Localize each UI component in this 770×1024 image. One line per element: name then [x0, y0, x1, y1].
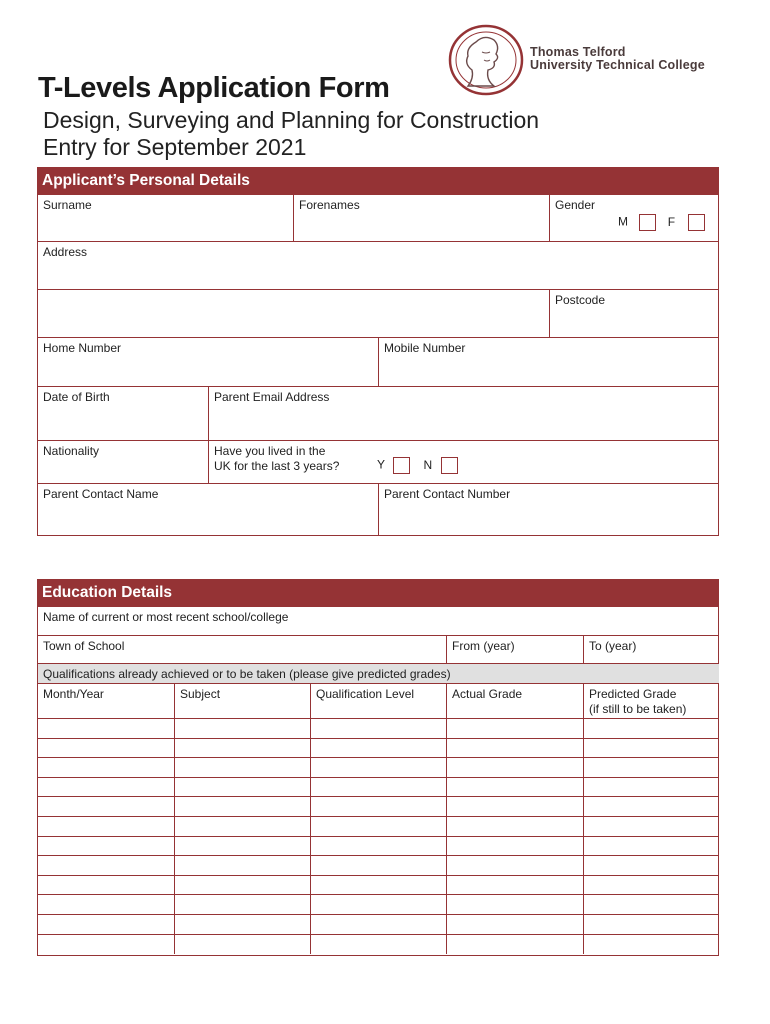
qualification-cell[interactable] — [310, 758, 446, 778]
qualification-cell[interactable] — [38, 856, 174, 876]
qualification-cell[interactable] — [583, 876, 719, 896]
gender-options — [618, 214, 705, 231]
from-year-field[interactable] — [446, 635, 583, 663]
qualification-cell[interactable] — [583, 935, 719, 955]
education-details-table — [37, 606, 719, 956]
qualification-cell[interactable] — [310, 837, 446, 857]
qualification-row — [38, 718, 719, 739]
qualification-cell[interactable] — [446, 935, 583, 955]
gender-f-checkbox[interactable] — [688, 214, 705, 231]
qualification-row — [38, 934, 719, 955]
postcode-field[interactable] — [549, 289, 719, 337]
lived-uk-question-1: Have you lived in the — [214, 444, 326, 458]
qualification-row — [38, 796, 719, 817]
qualification-cell[interactable] — [38, 895, 174, 915]
qualification-row — [38, 757, 719, 778]
parent-contact-name-field[interactable] — [38, 483, 378, 536]
gender-m-checkbox[interactable] — [639, 214, 656, 231]
dob-field[interactable] — [38, 386, 208, 440]
col-actual-grade: Actual Grade — [446, 683, 583, 718]
qualification-cell[interactable] — [583, 817, 719, 837]
postcode-label: Postcode — [555, 293, 606, 307]
qualification-cell[interactable] — [38, 758, 174, 778]
qualification-cell[interactable] — [583, 739, 719, 759]
lived-uk-no-label: N — [423, 457, 433, 472]
qualification-cell[interactable] — [38, 797, 174, 817]
lived-uk-options — [377, 457, 458, 474]
qualification-cell[interactable] — [583, 856, 719, 876]
qualification-cell[interactable] — [38, 935, 174, 955]
nationality-label: Nationality — [43, 444, 100, 458]
page-subtitle — [43, 107, 539, 161]
qualification-cell[interactable] — [583, 758, 719, 778]
personal-details-table — [37, 194, 719, 536]
qualification-row — [38, 894, 719, 915]
qualification-cell[interactable] — [446, 719, 583, 739]
qualification-cell[interactable] — [174, 915, 310, 935]
lived-uk-no-checkbox[interactable] — [441, 457, 458, 474]
qualification-cell[interactable] — [446, 778, 583, 798]
qualification-cell[interactable] — [583, 719, 719, 739]
qualification-cell[interactable] — [310, 797, 446, 817]
qualification-cell[interactable] — [310, 935, 446, 955]
qualification-cell[interactable] — [446, 856, 583, 876]
col-qualification-level: Qualification Level — [310, 683, 446, 718]
qualification-row — [38, 914, 719, 935]
qualification-cell[interactable] — [174, 837, 310, 857]
qualification-cell[interactable] — [310, 739, 446, 759]
surname-field[interactable] — [38, 195, 293, 241]
qualification-cell[interactable] — [583, 797, 719, 817]
qualification-cell[interactable] — [583, 837, 719, 857]
qualification-row — [38, 875, 719, 896]
school-name-label: Name of current or most recent school/college — [43, 610, 289, 624]
qualification-cell[interactable] — [310, 817, 446, 837]
gender-label: Gender — [555, 198, 596, 212]
lived-uk-yes-checkbox[interactable] — [393, 457, 410, 474]
qualification-cell[interactable] — [310, 876, 446, 896]
dob-label: Date of Birth — [43, 390, 110, 404]
qualification-row — [38, 836, 719, 857]
qualification-cell[interactable] — [446, 895, 583, 915]
education-details-heading: Education Details — [37, 579, 719, 607]
qualification-cell[interactable] — [310, 719, 446, 739]
address-field[interactable] — [38, 241, 719, 289]
qualification-cell[interactable] — [446, 758, 583, 778]
gender-m-label: M — [618, 214, 628, 229]
qualification-cell[interactable] — [310, 895, 446, 915]
mobile-number-label: Mobile Number — [384, 341, 466, 355]
parent-contact-number-field[interactable] — [378, 483, 719, 536]
lived-uk-yes-label: Y — [377, 457, 385, 472]
from-year-label: From (year) — [452, 639, 515, 653]
town-of-school-field[interactable] — [38, 635, 446, 663]
personal-details-heading: Applicant’s Personal Details — [37, 167, 719, 195]
qualification-row — [38, 777, 719, 798]
col-predicted-grade-note: (if still to be taken) — [589, 702, 687, 716]
qualification-cell[interactable] — [583, 778, 719, 798]
qualification-cell[interactable] — [174, 797, 310, 817]
qualification-cell[interactable] — [38, 739, 174, 759]
qualification-cell[interactable] — [38, 778, 174, 798]
qualification-cell[interactable] — [174, 758, 310, 778]
town-of-school-label: Town of School — [43, 639, 125, 653]
logo-line-2: University Technical College — [530, 58, 705, 72]
nationality-field[interactable] — [38, 440, 208, 483]
qualification-row — [38, 816, 719, 837]
qualification-cell[interactable] — [446, 797, 583, 817]
qualification-row — [38, 855, 719, 876]
logo-text — [530, 46, 705, 72]
qualification-cell[interactable] — [38, 876, 174, 896]
col-month-year: Month/Year — [38, 683, 174, 718]
parent-contact-number-label: Parent Contact Number — [384, 487, 511, 501]
gender-field — [549, 195, 719, 241]
qualification-cell[interactable] — [310, 778, 446, 798]
qualification-cell[interactable] — [446, 915, 583, 935]
qualification-cell[interactable] — [38, 817, 174, 837]
subtitle-course: Design, Surveying and Planning for Construction — [43, 107, 540, 133]
qualification-cell[interactable] — [174, 778, 310, 798]
qualification-cell[interactable] — [174, 719, 310, 739]
address-label: Address — [43, 245, 88, 259]
qualification-cell[interactable] — [38, 719, 174, 739]
col-subject: Subject — [174, 683, 310, 718]
col-predicted-grade — [583, 683, 719, 718]
subtitle-entry: Entry for September 2021 — [43, 134, 307, 160]
forenames-label: Forenames — [299, 198, 360, 212]
qualification-cell[interactable] — [446, 817, 583, 837]
lived-uk-question-2: UK for the last 3 years? — [214, 459, 340, 473]
logo-line-1: Thomas Telford — [530, 45, 626, 59]
qualifications-note: Qualifications already achieved or to be taken (please give predicted grades) — [38, 663, 719, 683]
qualification-row — [38, 738, 719, 759]
home-number-label: Home Number — [43, 341, 122, 355]
mobile-number-field[interactable] — [378, 337, 719, 386]
qualification-cell[interactable] — [446, 739, 583, 759]
qualification-cell[interactable] — [174, 739, 310, 759]
col-predicted-grade-label: Predicted Grade — [589, 687, 677, 701]
college-crest-icon — [448, 24, 526, 96]
qualification-cell[interactable] — [174, 935, 310, 955]
qualification-cell[interactable] — [174, 876, 310, 896]
surname-label: Surname — [43, 198, 92, 212]
qualification-cell[interactable] — [446, 837, 583, 857]
qualification-cell[interactable] — [174, 817, 310, 837]
parent-email-label: Parent Email Address — [214, 390, 330, 404]
qualification-cell[interactable] — [174, 895, 310, 915]
qualification-cell[interactable] — [583, 915, 719, 935]
school-name-field[interactable] — [38, 607, 719, 635]
parent-contact-name-label: Parent Contact Name — [43, 487, 159, 501]
home-number-field[interactable] — [38, 337, 378, 386]
qualification-cell[interactable] — [310, 915, 446, 935]
to-year-label: To (year) — [589, 639, 637, 653]
qualification-cell[interactable] — [583, 895, 719, 915]
qualification-cell[interactable] — [38, 837, 174, 857]
parent-email-field[interactable] — [208, 386, 719, 440]
lived-uk-field — [208, 440, 719, 483]
qualification-cell[interactable] — [38, 915, 174, 935]
qualification-cell[interactable] — [310, 856, 446, 876]
address-line-2[interactable] — [38, 289, 549, 337]
qualification-cell[interactable] — [446, 876, 583, 896]
gender-f-label: F — [667, 214, 676, 229]
qualifications-grid — [38, 718, 719, 955]
college-logo — [448, 24, 738, 96]
forenames-field[interactable] — [293, 195, 549, 241]
to-year-field[interactable] — [583, 635, 719, 663]
page-title: T-Levels Application Form — [38, 72, 390, 104]
qualification-cell[interactable] — [174, 856, 310, 876]
